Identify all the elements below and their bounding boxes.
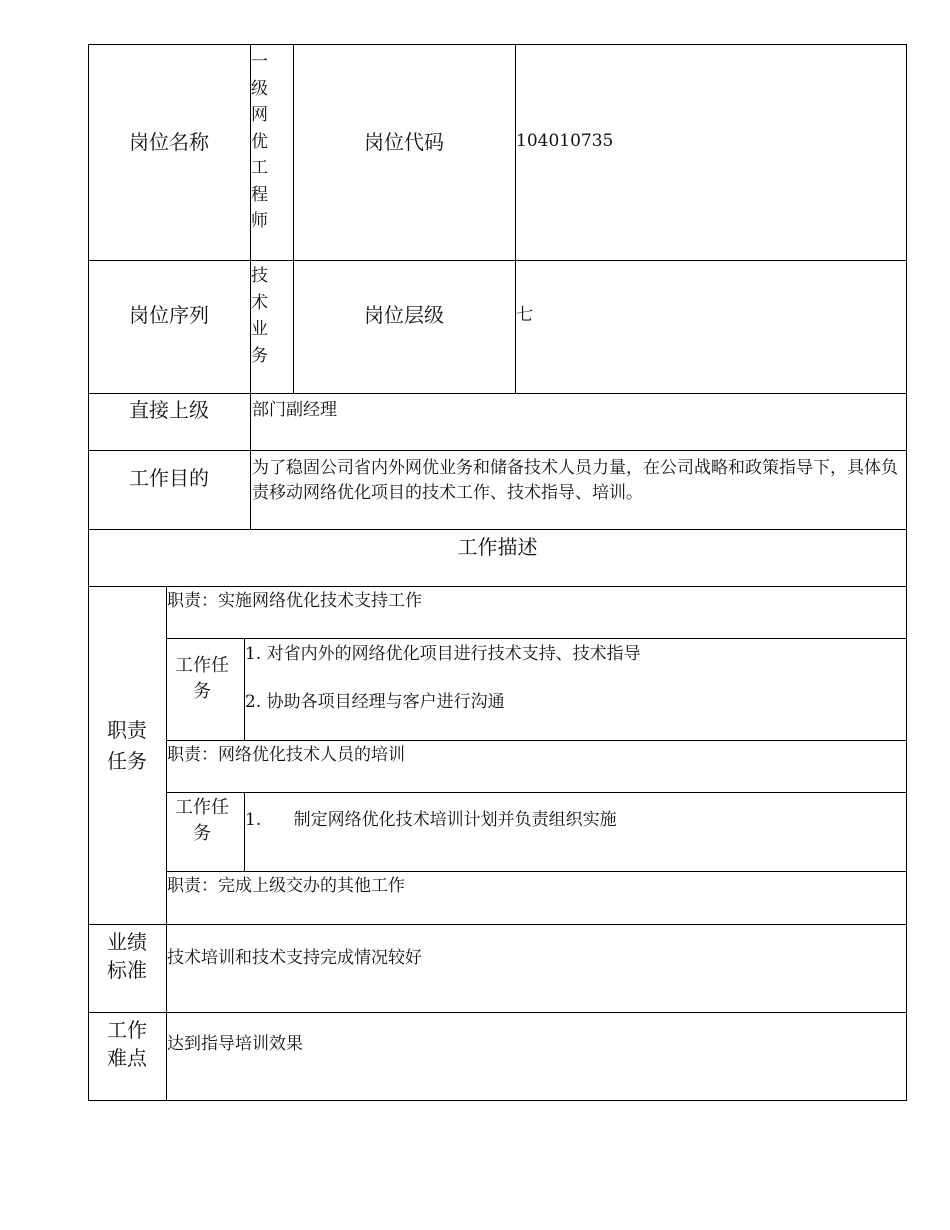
position-code-label: 岗位代码 (364, 130, 444, 154)
position-code-value: 104010735 (516, 131, 614, 151)
purpose-value: 为了稳固公司省内外网优业务和储备技术人员力量，在公司战略和政策指导下，具体负责移动网络优化项目的技术工作、技术指导、培训。 (252, 458, 898, 503)
row-divider (88, 1012, 907, 1013)
row-divider (166, 792, 907, 793)
job-description-table (88, 44, 907, 1101)
difficulty-value: 达到指导培训效果 (167, 1034, 303, 1054)
column-divider (166, 586, 167, 1101)
tasks-label: 工作任务 (175, 655, 229, 702)
purpose-label: 工作目的 (129, 466, 209, 490)
duty-title: 职责：网络优化技术人员的培训 (167, 745, 405, 765)
performance-value: 技术培训和技术支持完成情况较好 (167, 948, 422, 968)
column-divider (293, 44, 294, 393)
position-name-label: 岗位名称 (129, 130, 209, 154)
position-level-label: 岗位层级 (364, 303, 444, 327)
position-name-value: 一级网优工程师 (251, 52, 268, 231)
task-item: 2. 协助各项目经理与客户进行沟通 (245, 692, 505, 712)
description-header: 工作描述 (457, 535, 538, 559)
row-divider (166, 871, 907, 872)
performance-label: 业绩标准 (107, 930, 147, 982)
duty-title: 职责：实施网络优化技术支持工作 (167, 591, 422, 611)
row-divider (88, 529, 907, 530)
row-divider (88, 586, 907, 587)
row-divider (166, 740, 907, 741)
row-divider (88, 450, 907, 451)
row-divider (88, 393, 907, 394)
task-item: 1. 对省内外的网络优化项目进行技术支持、技术指导 (245, 644, 641, 664)
position-level-value: 七 (516, 305, 533, 325)
duty-title: 职责：完成上级交办的其他工作 (167, 876, 405, 896)
difficulty-label: 工作难点 (107, 1018, 147, 1070)
position-sequence-value: 技术业务 (251, 266, 268, 366)
supervisor-value: 部门副经理 (252, 400, 337, 420)
position-sequence-label: 岗位序列 (129, 303, 209, 327)
column-divider (515, 44, 516, 393)
tasks-label: 工作任务 (175, 797, 229, 844)
supervisor-label: 直接上级 (129, 398, 209, 422)
duties-label: 职责任务 (107, 718, 147, 773)
row-divider (88, 924, 907, 925)
column-divider (244, 792, 245, 871)
row-divider (166, 638, 907, 639)
task-item: 1. 制定网络优化技术培训计划并负责组织实施 (245, 810, 617, 830)
row-divider (88, 260, 907, 261)
